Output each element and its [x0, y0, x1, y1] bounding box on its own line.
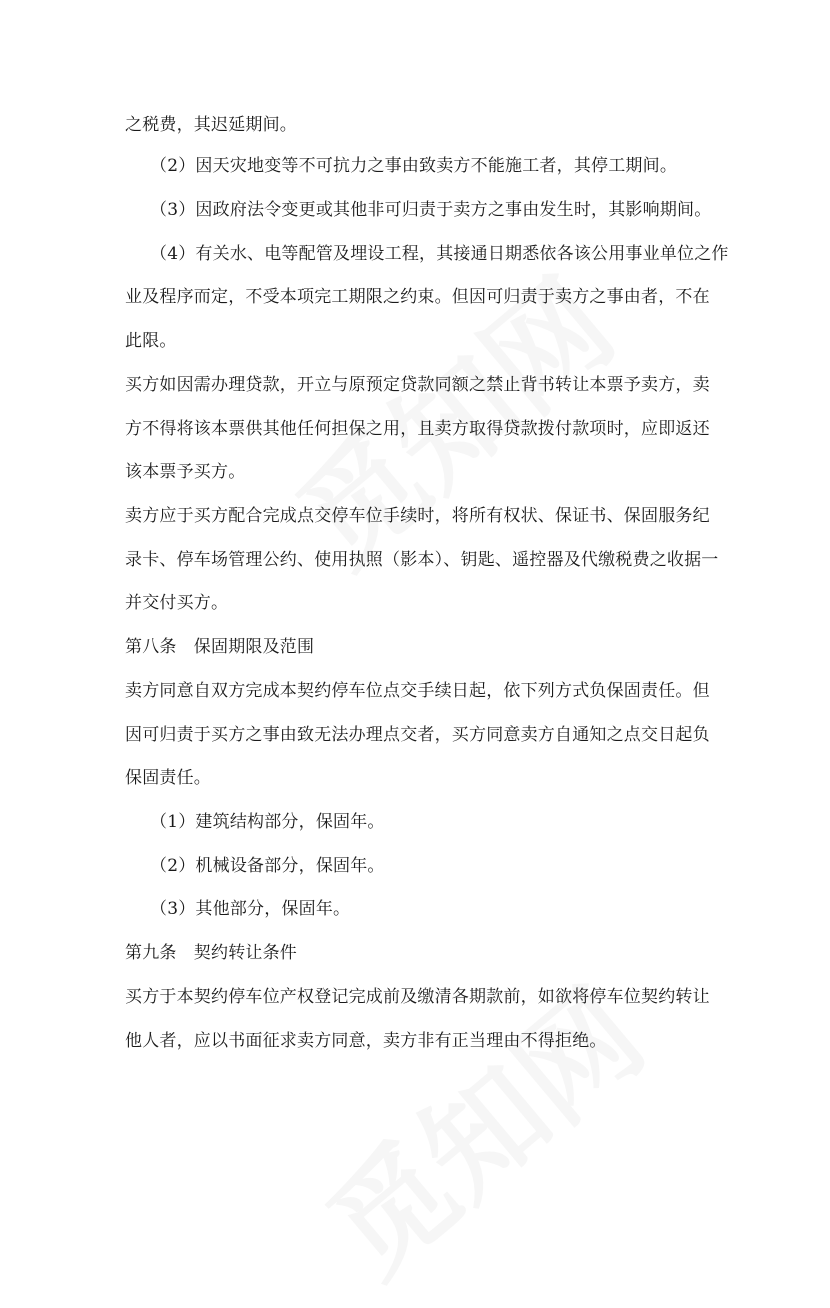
paragraph-line: 买方如因需办理贷款，开立与原预定贷款同额之禁止背书转让本票予卖方，卖: [125, 375, 710, 395]
paragraph-line: 之税费，其迟延期间。: [125, 115, 297, 135]
paragraph-line: 卖方应于买方配合完成点交停车位手续时，将所有权状、保证书、保固服务纪: [125, 506, 710, 526]
paragraph-line: 方不得将该本票供其他任何担保之用，且卖方取得贷款拨付款项时，应即返还: [125, 419, 710, 439]
list-item-line: （3）因政府法令变更或其他非可归责于卖方之事由发生时，其影响期间。: [150, 200, 712, 220]
paragraph-line: 录卡、停车场管理公约、使用执照（影本）、钥匙、遥控器及代缴税费之收据一: [125, 550, 719, 570]
paragraph-line: 并交付买方。: [125, 593, 229, 613]
paragraph-line: 保固责任。: [125, 768, 211, 788]
paragraph-line: 卖方同意自双方完成本契约停车位点交手续日起，依下列方式负保固责任。但: [125, 681, 710, 701]
paragraph-line: 该本票予买方。: [125, 462, 246, 482]
paragraph-line: 他人者，应以书面征求卖方同意，卖方非有正当理由不得拒绝。: [125, 1031, 607, 1051]
article-heading: 第九条 契约转让条件: [125, 943, 297, 963]
paragraph-line: 业及程序而定，不受本项完工期限之约束。但因可归责于卖方之事由者，不在: [125, 287, 710, 307]
list-item-line: （1）建筑结构部分，保固年。: [150, 812, 385, 832]
list-item-line: （2）机械设备部分，保固年。: [150, 856, 385, 876]
paragraph-line: 买方于本契约停车位产权登记完成前及缴清各期款前，如欲将停车位契约转让: [125, 987, 710, 1007]
list-item-line: （3）其他部分，保固年。: [150, 899, 351, 919]
paragraph-line: 因可归责于买方之事由致无法办理点交者，买方同意卖方自通知之点交日起负: [125, 725, 710, 745]
list-item-line: （4）有关水、电等配管及埋设工程，其接通日期悉依各该公用事业单位之作: [150, 244, 729, 264]
list-item-line: （2）因天灾地变等不可抗力之事由致卖方不能施工者，其停工期间。: [150, 156, 678, 176]
article-heading: 第八条 保固期限及范围: [125, 637, 315, 657]
paragraph-line: 此限。: [125, 331, 177, 351]
